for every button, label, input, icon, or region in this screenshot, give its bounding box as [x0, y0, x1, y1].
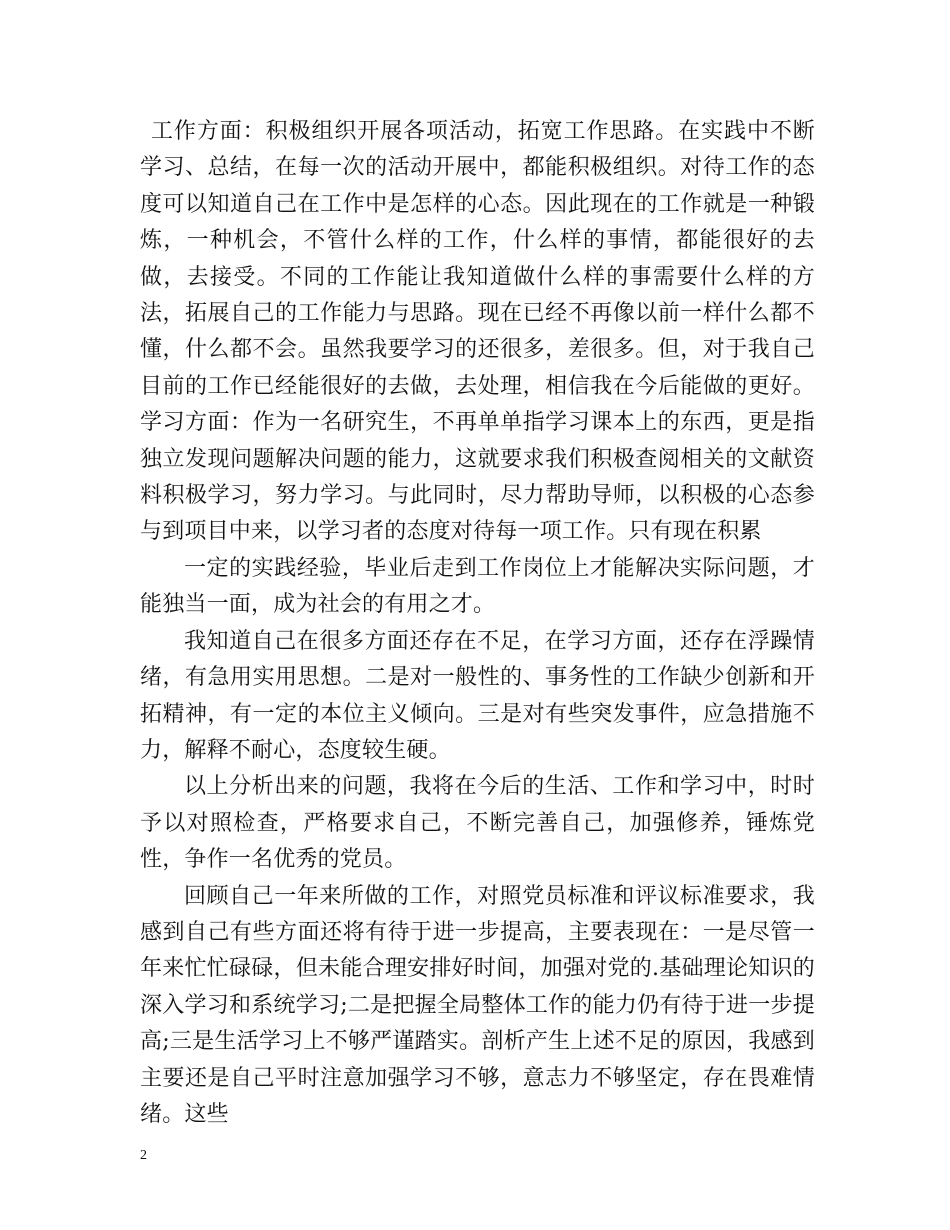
document-body [140, 114, 815, 1133]
paragraph-improvement-plan: 以上分析出来的问题，我将在今后的生活、工作和学习中，时时予以对照检查，严格要求自己，不断完善自己，加强修养，锤炼党性，争作一名优秀的党员。 [140, 774, 815, 873]
paragraph-annual-review: 回顾自己一年来所做的工作，对照党员标准和评议标准要求，我感到自己有些方面还将有待于进一步提高，主要表现在：一是尽管一年来忙忙碌碌，但未能合理安排好时间，加强对党的.基础理论知识的深入学习和系统学习;二是把握全局整体工作的能力仍有待于进一步提高;三是生活学习上不够严谨踏实。剖析产生上述不足的原因，我感到主要还是自己平时注意加强学习不够，意志力不够坚定，存在畏难情绪。这些 [140, 883, 815, 1127]
page-number: 2 [140, 1148, 147, 1163]
paragraph-practice-experience: 一定的实践经验，毕业后走到工作岗位上才能解决实际问题，才能独当一面，成为社会的有用之才。 [140, 555, 815, 618]
paragraph-shortcomings: 我知道自己在很多方面还存在不足，在学习方面，还存在浮躁情绪，有急用实用思想。二是对一般性的、事务性的工作缺少创新和开拓精神，有一定的本位主义倾向。三是对有些突发事件，应急措施不力，解释不耐心，态度较生硬。 [140, 628, 815, 763]
paragraph-work-and-study: 工作方面：积极组织开展各项活动，拓宽工作思路。在实践中不断学习、总结，在每一次的活动开展中，都能积极组织。对待工作的态度可以知道自己在工作中是怎样的心态。因此现在的工作就是一种锻炼，一种机会，不管什么样的工作，什么样的事情，都能很好的去做，去接受。不同的工作能让我知道做什么样的事需要什么样的方法，拓展自己的工作能力与思路。现在已经不再像以前一样什么都不懂，什么都不会。虽然我要学习的还很多，差很多。但，对于我自己目前的工作已经能很好的去做，去处理，相信我在今后能做的更好。 学习方面：作为一名研究生，不再单单指学习课本上的东西，更是指独立发现问题解决问题的能力，这就要求我们积极查阅相关的文献资料积极学习，努力学习。与此同时，尽力帮助导师，以积极的心态参与到项目中来，以学习者的态度对待每一项工作。只有现在积累 [140, 119, 815, 545]
